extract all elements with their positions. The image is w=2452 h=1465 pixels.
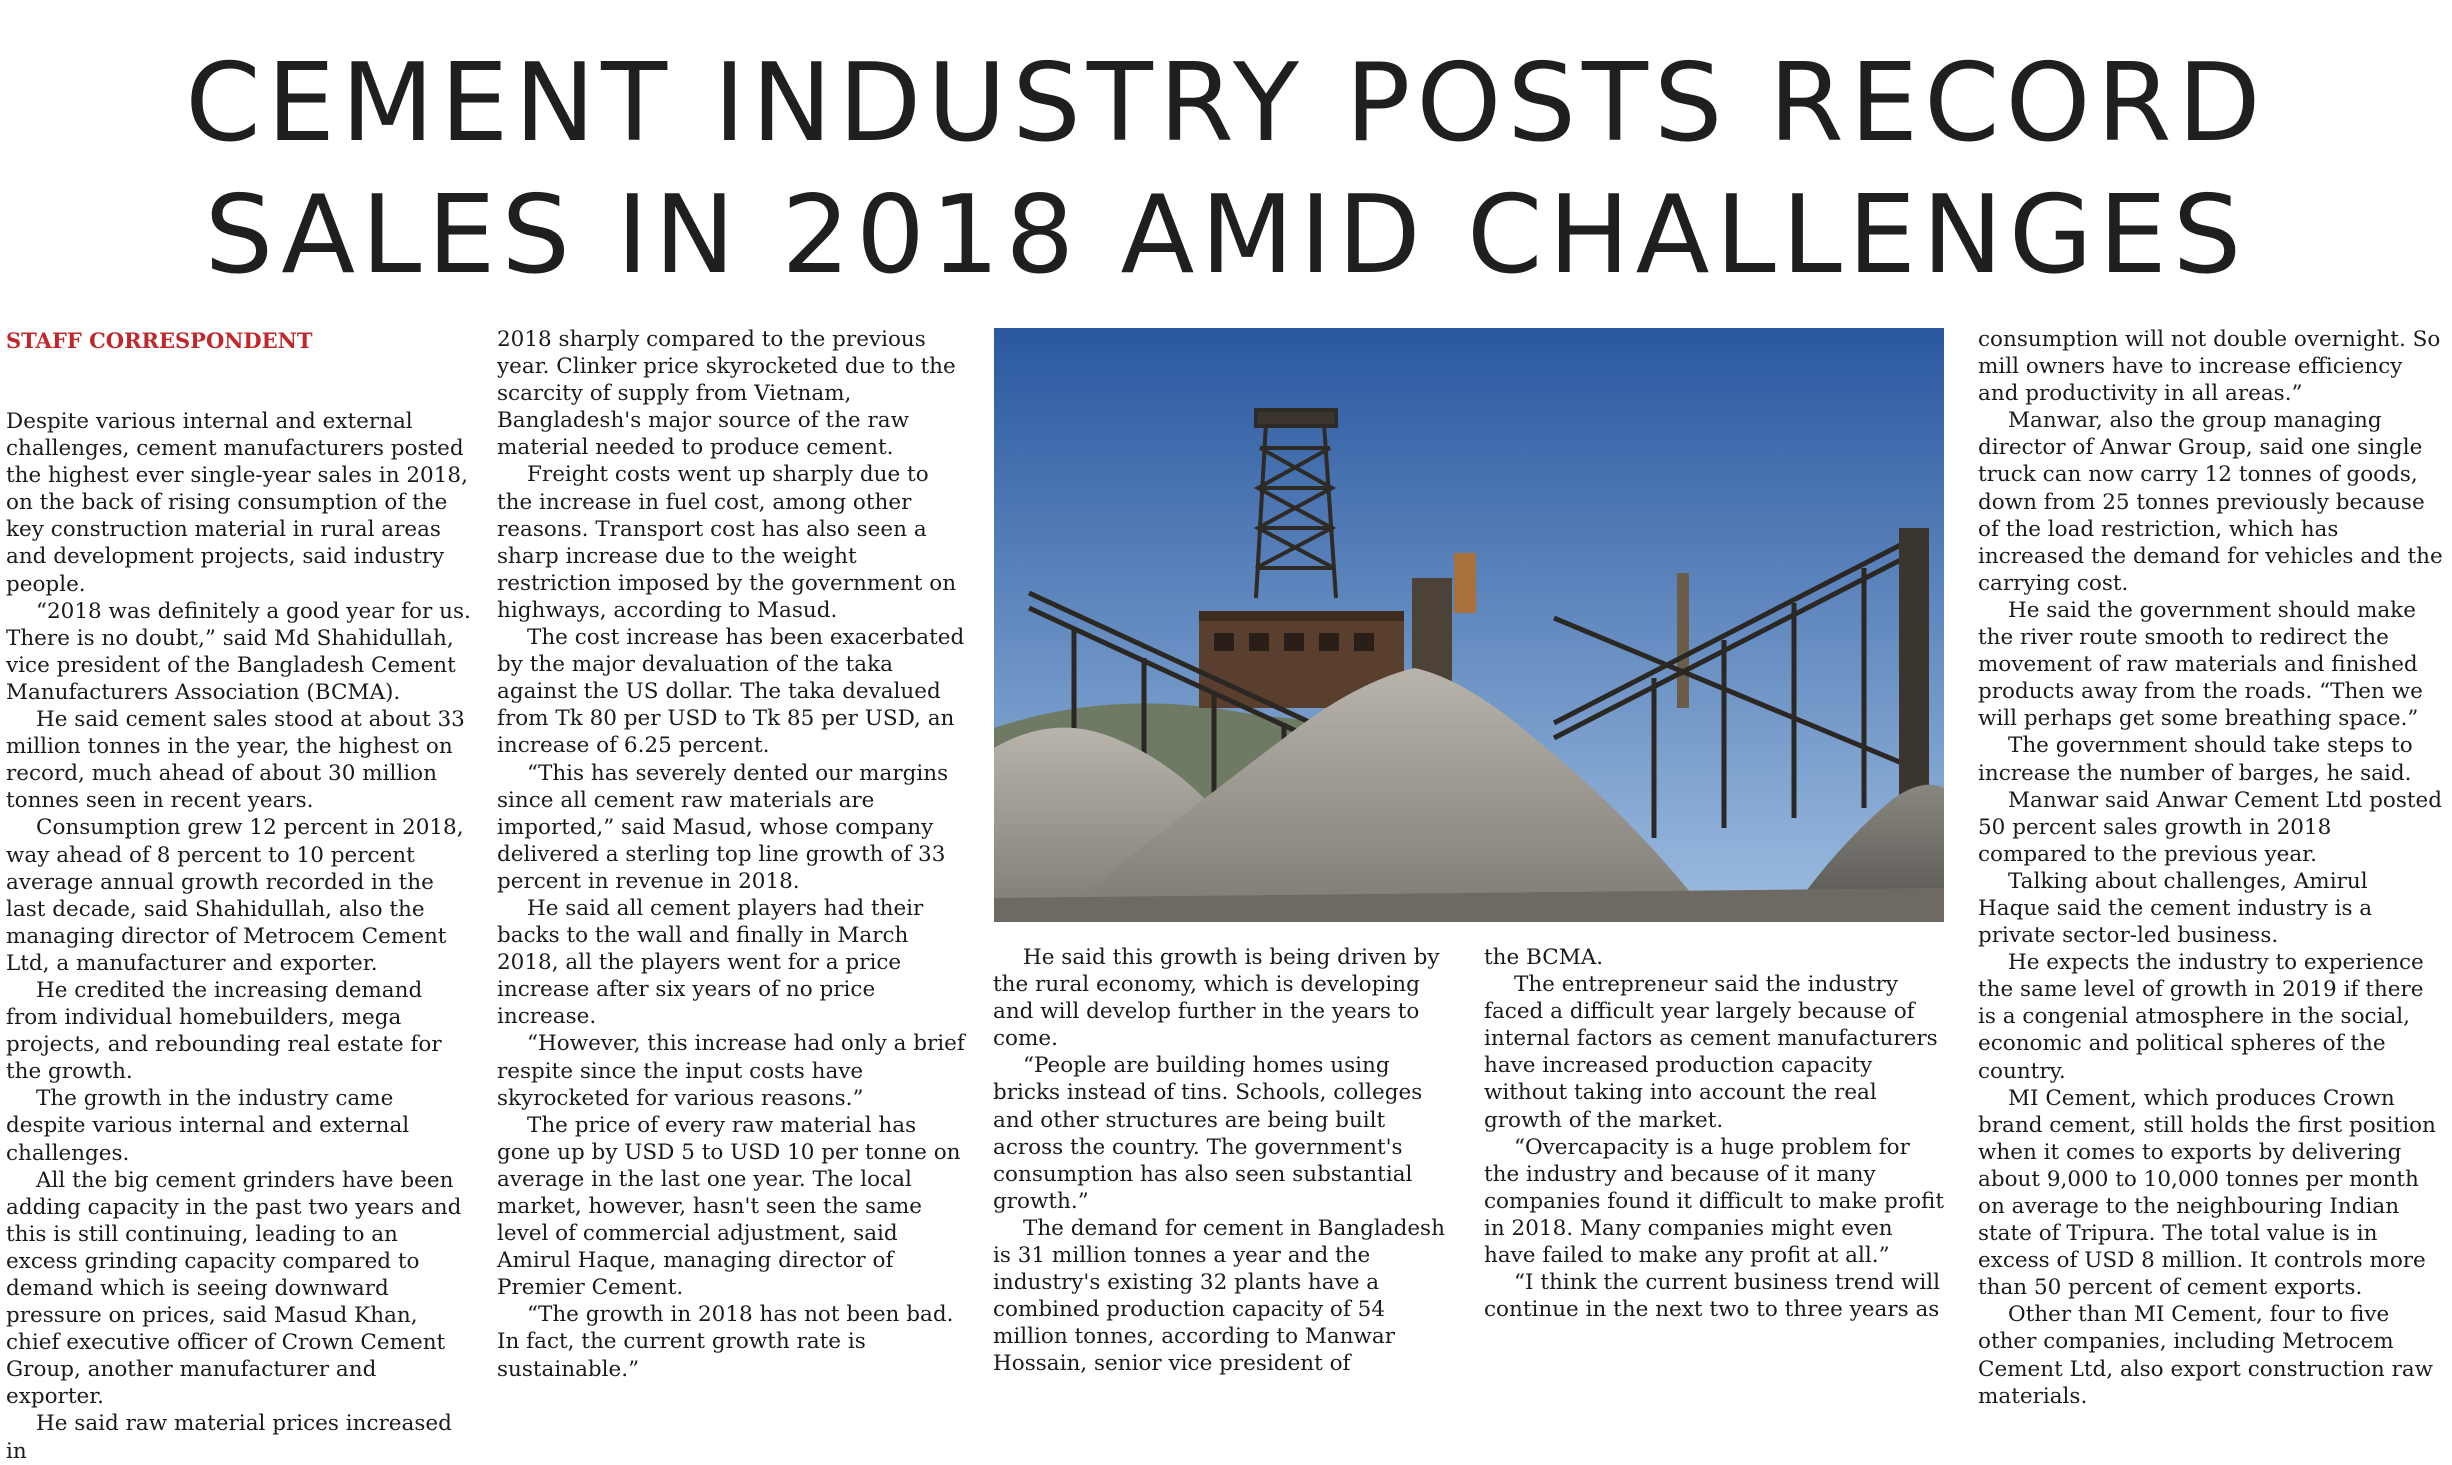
headline-line-1: CEMENT INDUSTRY POSTS RECORD: [185, 41, 2267, 166]
paragraph: Talking about challenges, Amirul Haque said the cement industry is a private sector-led business.: [1978, 868, 2373, 949]
article-column-1: [6, 326, 476, 1465]
headline: [0, 38, 2452, 302]
paragraph: “People are building homes using bricks instead of tins. Schools, colleges and other structures are being built across the country. The government's consumption has also seen substantial growth.”: [993, 1053, 1423, 1214]
article-column-2: [497, 326, 965, 1383]
article-column-4: [1484, 944, 1944, 1323]
paragraph: Freight costs went up sharply due to the increase in fuel cost, among other reasons. Transport cost has also seen a sharp increase due to the weight restriction imposed by the government on highways, according to Masud.: [497, 462, 957, 623]
paragraph: The government should take steps to increase the number of barges, he said.: [1978, 733, 2413, 786]
paragraph: All the big cement grinders have been adding capacity in the past two years and this is still continuing, leading to an excess grinding capacity compared to demand which is seeing downward pressure on prices, said Masud Khan, chief executive officer of Crown Cement Group, another manufacturer and exporter.: [6, 1167, 462, 1410]
headline-line-2: SALES IN 2018 AMID CHALLENGES: [204, 173, 2248, 298]
paragraph: “2018 was definitely a good year for us. There is no doubt,” said Md Shahidullah, vice president of the Bangladesh Cement Manufacturers Association (BCMA).: [6, 598, 471, 705]
article-column-5: [1978, 326, 2444, 1410]
paragraph: He said raw material prices increased in: [6, 1411, 452, 1464]
paragraph: The price of every raw material has gone up by USD 5 to USD 10 per tonne on average in the last one year. The local market, however, hasn't seen the same level of commercial adjustment, said Amirul Haque, managing director of Premier Cement.: [497, 1112, 961, 1301]
paragraph: Consumption grew 12 percent in 2018, way ahead of 8 percent to 10 percent average annual growth recorded in the last decade, said Shahidullah, also the managing director of Metrocem Cement Ltd, a manufacturer and exporter.: [6, 815, 464, 976]
paragraph: “However, this increase had only a brief respite since the input costs have skyrocketed for various reasons.”: [497, 1031, 965, 1111]
paragraph: He credited the increasing demand from individual homebuilders, mega projects, and rebounding real estate for the growth.: [6, 977, 442, 1085]
paragraph: “The growth in 2018 has not been bad. In fact, the current growth rate is sustainable.”: [497, 1302, 954, 1382]
cement-plant-photo: [994, 328, 1944, 922]
paragraph: The demand for cement in Bangladesh is 31 million tonnes a year and the industry's existing 32 plants have a combined production capacity of 54 million tonnes, according to Manwar Hossain, senior vice president of: [993, 1215, 1445, 1377]
paragraph: “This has severely dented our margins since all cement raw materials are imported,” said Masud, whose company delivered a sterling top line growth of 33 percent in revenue in 2018.: [497, 760, 949, 894]
paragraph: He said all cement players had their backs to the wall and finally in March 2018, all the players went for a price increase after six years of no price increase.: [497, 895, 924, 1030]
chimney: [1677, 573, 1689, 708]
paragraph: 2018 sharply compared to the previous year. Clinker price skyrocketed due to the scarcity of supply from Vietnam, Bangladesh's major source of the raw material needed to produce cement.: [497, 327, 956, 461]
paragraph: He said this growth is being driven by the rural economy, which is developing and will develop further in the years to come.: [993, 945, 1440, 1052]
paragraph: The entrepreneur said the industry faced a difficult year largely because of internal factors as cement manufacturers have increased production capacity without taking into account the real growth of the market.: [1484, 972, 1938, 1133]
paragraph: He said cement sales stood at about 33 million tonnes in the year, the highest on record, much ahead of about 30 million tonnes seen in recent years.: [6, 707, 465, 814]
paragraph: consumption will not double overnight. So mill owners have to increase efficiency and productivity in all areas.”: [1978, 327, 2441, 407]
paragraph: The growth in the industry came despite various internal and external challenges.: [6, 1086, 410, 1166]
paragraph: Manwar, also the group managing director of Anwar Group, said one single truck can now carry 12 tonnes of goods, down from 25 tonnes previously because of the load restriction, which has increased the demand for vehicles and the carrying cost.: [1978, 408, 2443, 596]
paragraph: He said the government should make the river route smooth to redirect the movement of raw materials and finished products away from the roads. “Then we will perhaps get some breathing space.”: [1978, 597, 2423, 732]
paragraph: the BCMA.: [1484, 945, 1604, 970]
byline: STAFF CORRESPONDENT: [6, 328, 313, 353]
paragraph: Other than MI Cement, four to five other companies, including Metrocem Cement Ltd, also export construction raw materials.: [1978, 1302, 2434, 1409]
paragraph: Manwar said Anwar Cement Ltd posted 50 percent sales growth in 2018 compared to the previous year.: [1978, 787, 2443, 867]
paragraph: “I think the current business trend will continue in the next two to three years as: [1484, 1270, 1941, 1323]
paragraph: MI Cement, which produces Crown brand cement, still holds the first position when it comes to exports by delivering about 9,000 to 10,000 tonnes per month on average to the neighbouring Indian state of Tripura. The total value is in excess of USD 8 million. It controls more than 50 percent of cement exports.: [1978, 1085, 2436, 1301]
paragraph: The cost increase has been exacerbated by the major devaluation of the taka against the US dollar. The taka devalued from Tk 80 per USD to Tk 85 per USD, an increase of 6.25 percent.: [497, 625, 965, 759]
right-tower: [1899, 528, 1929, 798]
cement-plant-illustration: [994, 328, 1944, 922]
paragraph: He expects the industry to experience the same level of growth in 2019 if there is a congenial atmosphere in the social, economic and political spheres of the country.: [1978, 950, 2424, 1084]
article-column-3: [993, 944, 1458, 1378]
paragraph: Despite various internal and external challenges, cement manufacturers posted the highest ever single-year sales in 2018, on the back of rising consumption of the key construction material in rural areas and development projects, said industry people.: [6, 409, 468, 597]
paragraph: “Overcapacity is a huge problem for the industry and because of it many companies found it difficult to make profit in 2018. Many companies might even have failed to make any profit at all.”: [1484, 1134, 1945, 1269]
